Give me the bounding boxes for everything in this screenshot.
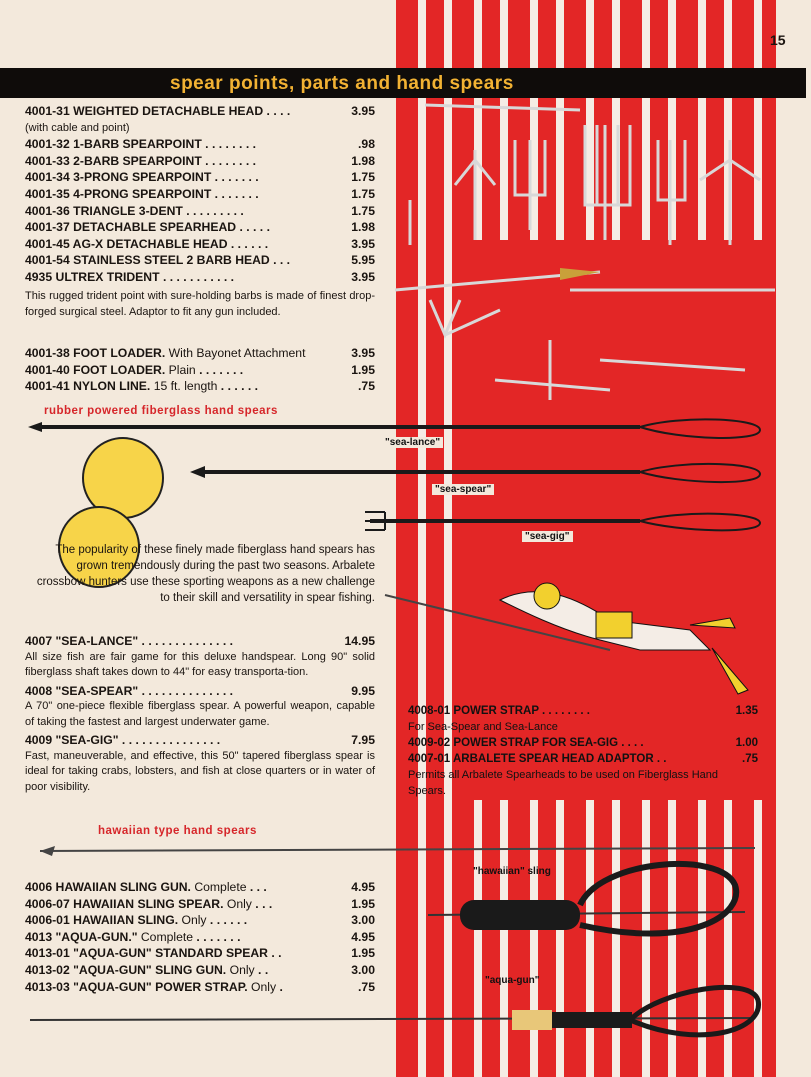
- trident-description: This rugged trident point with sure-holding barbs is made of finest drop-forged surgical steel. Adaptor to fit any gun included.: [25, 290, 375, 318]
- section-heading-fiberglass: rubber powered fiberglass hand spears: [44, 405, 278, 417]
- list-item: 4001-36 TRIANGLE 3-DENT . . . . . . . . . 1.75: [25, 203, 375, 218]
- list-item: 4007-01 ARBALETE SPEAR HEAD ADAPTOR . . .75: [408, 753, 758, 765]
- label-sea-spear: "sea-spear": [432, 484, 494, 495]
- page-number: 15: [770, 32, 786, 48]
- list-item: 4001-37 DETACHABLE SPEARHEAD . . . . . 1.98: [25, 220, 375, 235]
- label-sea-lance: "sea-lance": [382, 437, 443, 448]
- list-item: 4001-54 STAINLESS STEEL 2 BARB HEAD . . . 5.95: [25, 253, 375, 268]
- spear-description: Fast, maneuverable, and effective, this 50" tapered fiberglass spear is ideal for taking crabs, lobsters, and fish at close quarters or in water of poor visibility.: [25, 749, 375, 793]
- list-item: 4001-41 NYLON LINE. 15 ft. length . . . . . . .75: [25, 379, 375, 394]
- list-item: 4013 "AQUA-GUN." Complete . . . . . . . 4.95: [25, 929, 375, 944]
- list-item: 4006-01 HAWAIIAN SLING. Only . . . . . . 3.00: [25, 913, 375, 928]
- spear-description: All size fish are fair game for this deluxe handspear. Long 90" solid fiberglass shaft takes down to 44" for easy transporta-tion.: [25, 650, 375, 679]
- diver-illustration: [385, 583, 748, 694]
- list-item: 4013-01 "AQUA-GUN" STANDARD SPEAR . . 1.95: [25, 946, 375, 961]
- list-item-note: Permits all Arbalete Spearheads to be used on Fiberglass Hand Spears.: [408, 769, 719, 797]
- list-item: 4009-02 POWER STRAP FOR SEA-GIG . . . . 1.00: [408, 737, 758, 749]
- hawaiian-list: [25, 879, 375, 995]
- power-strap-list: [408, 703, 758, 799]
- list-item: 4935 ULTREX TRIDENT . . . . . . . . . . . 3.95: [25, 269, 375, 284]
- list-item: 4001-34 3-PRONG SPEARPOINT . . . . . . . 1.75: [25, 170, 375, 185]
- list-item: 4001-32 1-BARB SPEARPOINT . . . . . . . . .98: [25, 137, 375, 152]
- banner-title: spear points, parts and hand spears: [170, 73, 514, 94]
- popularity-paragraph: The popularity of these finely made fiberglass hand spears has grown tremendously during the past two seasons. Arbalete crossbow hunters use these sporting weapons as a new challenge to their skill and versatility in spear fishing.: [36, 544, 375, 604]
- section-heading-hawaiian: hawaiian type hand spears: [98, 825, 257, 837]
- spear-title: 4009 "SEA-GIG" . . . . . . . . . . . . . . . 7.95: [25, 733, 375, 748]
- list-item: 4006-07 HAWAIIAN SLING SPEAR. Only . . . 1.95: [25, 896, 375, 911]
- list-item: 4008-01 POWER STRAP . . . . . . . . 1.35: [408, 705, 758, 717]
- spear-title: 4008 "SEA-SPEAR" . . . . . . . . . . . . . . 9.95: [25, 683, 375, 698]
- spear-title: 4007 "SEA-LANCE" . . . . . . . . . . . . . . 14.95: [25, 634, 375, 648]
- list-item: 4001-45 AG-X DETACHABLE HEAD . . . . . . 3.95: [25, 236, 375, 251]
- spear-points-illustration: [395, 105, 775, 400]
- label-hawaiian-sling: "hawaiian" sling: [473, 866, 551, 877]
- fiberglass-spear-list: [25, 633, 375, 795]
- list-item: 4001-35 4-PRONG SPEARPOINT . . . . . . . 1.75: [25, 186, 375, 201]
- label-aqua-gun: "aqua-gun": [485, 975, 540, 986]
- spear-description: A 70" one-piece flexible fiberglass spear. A powerful weapon, capable of taking the fastest and largest underwater game.: [25, 700, 375, 728]
- list-item: 4006 HAWAIIAN SLING GUN. Complete . . . 4.95: [25, 880, 375, 894]
- list-item: 4001-38 FOOT LOADER. With Bayonet Attachment 3.95: [25, 346, 375, 360]
- list-item-note: (with cable and point): [25, 121, 130, 134]
- list-item: 4013-03 "AQUA-GUN" POWER STRAP. Only . .75: [25, 979, 375, 994]
- list-item: 4001-40 FOOT LOADER. Plain . . . . . . . 1.95: [25, 362, 375, 377]
- list-item: 4001-33 2-BARB SPEARPOINT . . . . . . . . 1.98: [25, 153, 375, 168]
- list-item: 4001-31 WEIGHTED DETACHABLE HEAD . . . . 3.95: [25, 104, 375, 118]
- list-item-note: For Sea-Spear and Sea-Lance: [408, 721, 558, 733]
- label-sea-gig: "sea-gig": [522, 531, 573, 542]
- list-item: 4013-02 "AQUA-GUN" SLING GUN. Only . . 3.00: [25, 962, 375, 977]
